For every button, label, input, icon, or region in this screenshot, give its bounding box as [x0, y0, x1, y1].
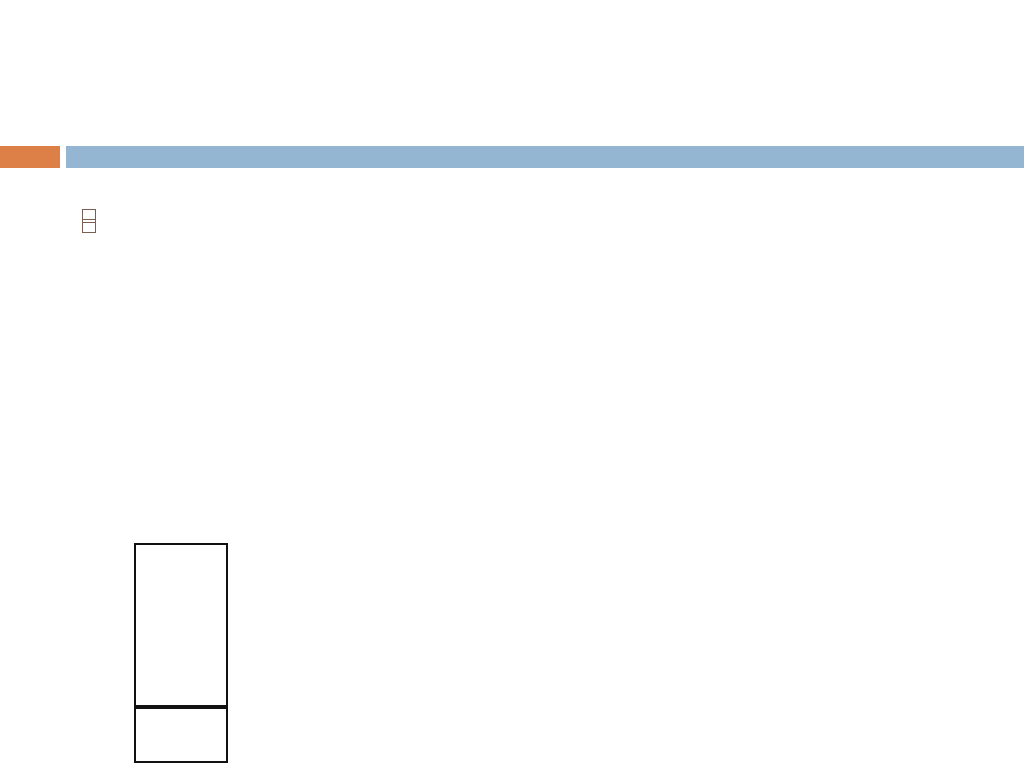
- title-underline-bar: [66, 146, 1024, 168]
- ciphertext-row: [135, 707, 227, 762]
- bullet-list: [80, 192, 970, 202]
- row-label-cell: [135, 707, 227, 762]
- row-label-cell: [135, 544, 227, 707]
- plaintext-label: [136, 545, 226, 603]
- xor-cipher-table: [134, 543, 228, 763]
- key-label: [136, 647, 226, 705]
- square-bullet-icon: [82, 219, 96, 233]
- accent-bar: [0, 146, 60, 168]
- plaintext-key-row: [135, 544, 227, 707]
